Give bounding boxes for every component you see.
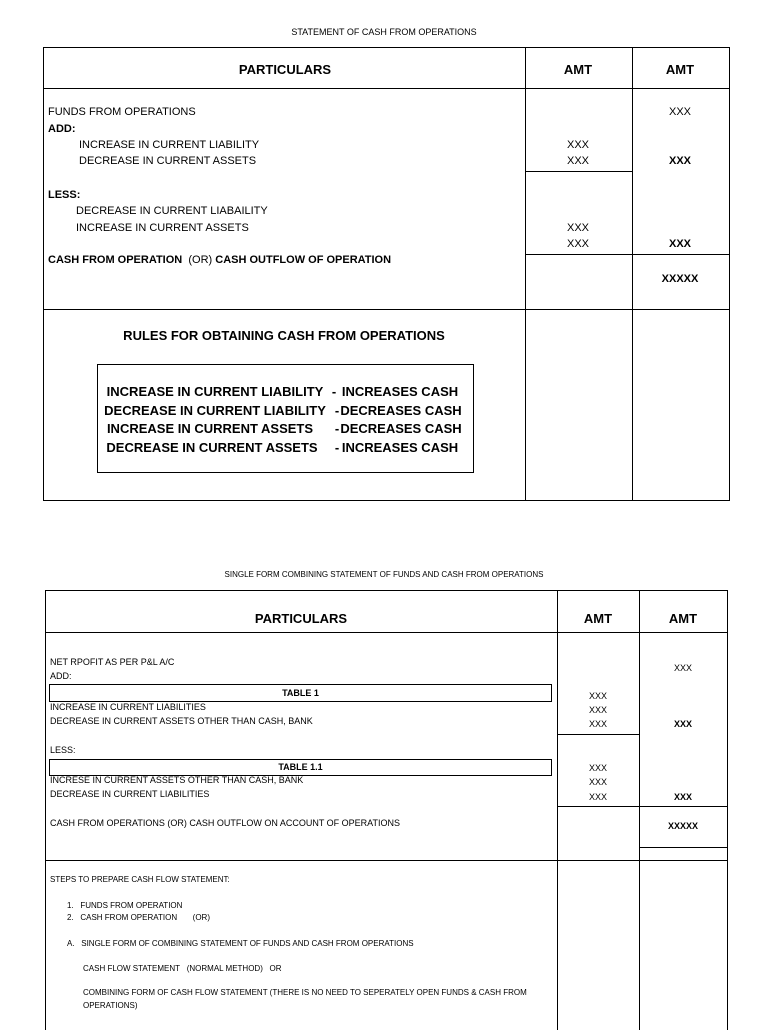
table1-section-divider bbox=[43, 309, 730, 310]
header-particulars: PARTICULARS bbox=[254, 611, 348, 626]
rule-right: INCREASES CASH bbox=[341, 440, 459, 455]
rules-box bbox=[97, 364, 474, 473]
add-amt: XXX bbox=[588, 719, 608, 729]
step-a-letter: A. bbox=[67, 939, 75, 948]
cfs-normal-text: CASH FLOW STATEMENT bbox=[83, 964, 181, 973]
less-label: LESS: bbox=[48, 189, 81, 201]
cfs-normal-paren: (NORMAL METHOD) bbox=[186, 964, 263, 973]
header-amt-2: AMT bbox=[668, 611, 698, 626]
step-item bbox=[67, 901, 182, 910]
table1-header-divider bbox=[43, 88, 730, 89]
table1-col-divider-2 bbox=[632, 47, 633, 501]
table2-less-subtotal-line bbox=[557, 806, 728, 807]
combining-line-2: OPERATIONS) bbox=[83, 1001, 138, 1010]
less-label: LESS: bbox=[50, 745, 76, 755]
rule-left: DECREASE IN CURRENT LIABILITY bbox=[104, 403, 326, 418]
table1-less-subtotal-line bbox=[525, 254, 730, 255]
add-amt: XXX bbox=[588, 705, 608, 715]
cash-line-part3: CASH OUTFLOW OF OPERATION bbox=[215, 254, 392, 266]
step-suffix: (OR) bbox=[192, 913, 210, 922]
rule-dash: - bbox=[334, 403, 340, 418]
rule-left: INCREASE IN CURRENT LIABILITY bbox=[106, 384, 324, 399]
steps-title: STEPS TO PREPARE CASH FLOW STATEMENT: bbox=[50, 875, 230, 884]
table2-section-divider bbox=[45, 860, 728, 861]
header-amt-1: AMT bbox=[583, 611, 613, 626]
table2-header-divider bbox=[45, 632, 728, 633]
section2-title: SINGLE FORM COMBINING STATEMENT OF FUNDS AND CASH FROM OPERATIONS bbox=[224, 570, 544, 579]
less-amt: XXX bbox=[588, 777, 608, 787]
less-item: INCREASE IN CURRENT ASSETS bbox=[76, 222, 249, 234]
table2-add-subtotal-line bbox=[557, 734, 639, 735]
less-total: XXX bbox=[668, 238, 692, 250]
header-amt-2: AMT bbox=[665, 62, 695, 77]
less-amt: XXX bbox=[588, 792, 608, 802]
step-num: 2. bbox=[67, 913, 74, 922]
less-item: INCRESE IN CURRENT ASSETS OTHER THAN CASH, BANK bbox=[50, 775, 304, 785]
cash-line-part1: CASH FROM OPERATION bbox=[48, 254, 183, 266]
add-total: XXX bbox=[673, 719, 693, 729]
header-particulars: PARTICULARS bbox=[238, 62, 332, 77]
step-a-text: SINGLE FORM OF COMBINING STATEMENT OF FUNDS AND CASH FROM OPERATIONS bbox=[81, 939, 414, 948]
add-amt: XXX bbox=[588, 691, 608, 701]
cfs-normal-or: OR bbox=[269, 964, 282, 973]
less-total: XXX bbox=[673, 792, 693, 802]
table1-add-subtotal-line bbox=[525, 171, 632, 172]
table1-label-box: TABLE 1 bbox=[49, 684, 552, 702]
rule-left: INCREASE IN CURRENT ASSETS bbox=[106, 421, 314, 436]
section1-title: STATEMENT OF CASH FROM OPERATIONS bbox=[291, 27, 477, 37]
header-amt-1: AMT bbox=[563, 62, 593, 77]
cfs-normal-line bbox=[83, 964, 282, 973]
add-item: DECREASE IN CURRENT ASSETS bbox=[79, 155, 257, 167]
table2-col-divider-1 bbox=[557, 590, 558, 1030]
less-amt: XXX bbox=[566, 222, 590, 234]
cash-line-part2: (OR) bbox=[188, 254, 213, 266]
table2-total-line bbox=[639, 847, 728, 848]
add-label: ADD: bbox=[50, 671, 72, 681]
rule-right: DECREASES CASH bbox=[340, 421, 462, 436]
rule-dash: - bbox=[331, 384, 337, 399]
cash-from-operations-line: CASH FROM OPERATIONS (OR) CASH OUTFLOW ON ACCOUNT OF OPERATIONS bbox=[50, 818, 401, 828]
step-a bbox=[67, 939, 414, 948]
rule-right: INCREASES CASH bbox=[341, 384, 459, 399]
add-label: ADD: bbox=[48, 123, 76, 135]
table2-col-divider-2 bbox=[639, 590, 640, 1030]
cash-total: XXXXX bbox=[661, 273, 699, 285]
less-amt: XXX bbox=[566, 238, 590, 250]
cash-from-operation-line bbox=[48, 254, 391, 266]
add-amt: XXX bbox=[566, 155, 590, 167]
add-item: DECREASE IN CURRENT ASSETS OTHER THAN CASH, BANK bbox=[50, 716, 313, 726]
table11-label-box: TABLE 1.1 bbox=[49, 759, 552, 776]
less-amt: XXX bbox=[588, 763, 608, 773]
add-total: XXX bbox=[668, 155, 692, 167]
rule-dash: - bbox=[334, 421, 340, 436]
funds-from-operations-amt: XXX bbox=[668, 106, 692, 118]
net-profit-label: NET RPOFIT AS PER P&L A/C bbox=[50, 657, 175, 667]
net-profit-amt: XXX bbox=[673, 663, 693, 673]
add-item: INCREASE IN CURRENT LIABILITIES bbox=[50, 702, 206, 712]
less-item: DECREASE IN CURRENT LIABILITIES bbox=[50, 789, 210, 799]
step-num: 1. bbox=[67, 901, 74, 910]
less-item: DECREASE IN CURRENT LIABAILITY bbox=[76, 205, 268, 217]
rules-title: RULES FOR OBTAINING CASH FROM OPERATIONS bbox=[123, 328, 445, 343]
rule-right: DECREASES CASH bbox=[340, 403, 462, 418]
table1-col-divider-1 bbox=[525, 47, 526, 501]
rule-left: DECREASE IN CURRENT ASSETS bbox=[106, 440, 318, 455]
cash-total: XXXXX bbox=[667, 821, 699, 831]
step-item bbox=[67, 913, 210, 922]
combining-line-1: COMBINING FORM OF CASH FLOW STATEMENT (THERE IS NO NEED TO SEPERATELY OPEN FUNDS & CASH FROM bbox=[83, 988, 527, 997]
rule-dash: - bbox=[334, 440, 340, 455]
add-amt: XXX bbox=[566, 139, 590, 151]
step-text: CASH FROM OPERATION bbox=[80, 913, 178, 922]
step-text: FUNDS FROM OPERATION bbox=[80, 901, 183, 910]
add-item: INCREASE IN CURRENT LIABILITY bbox=[79, 139, 260, 151]
funds-from-operations-label: FUNDS FROM OPERATIONS bbox=[48, 106, 196, 118]
